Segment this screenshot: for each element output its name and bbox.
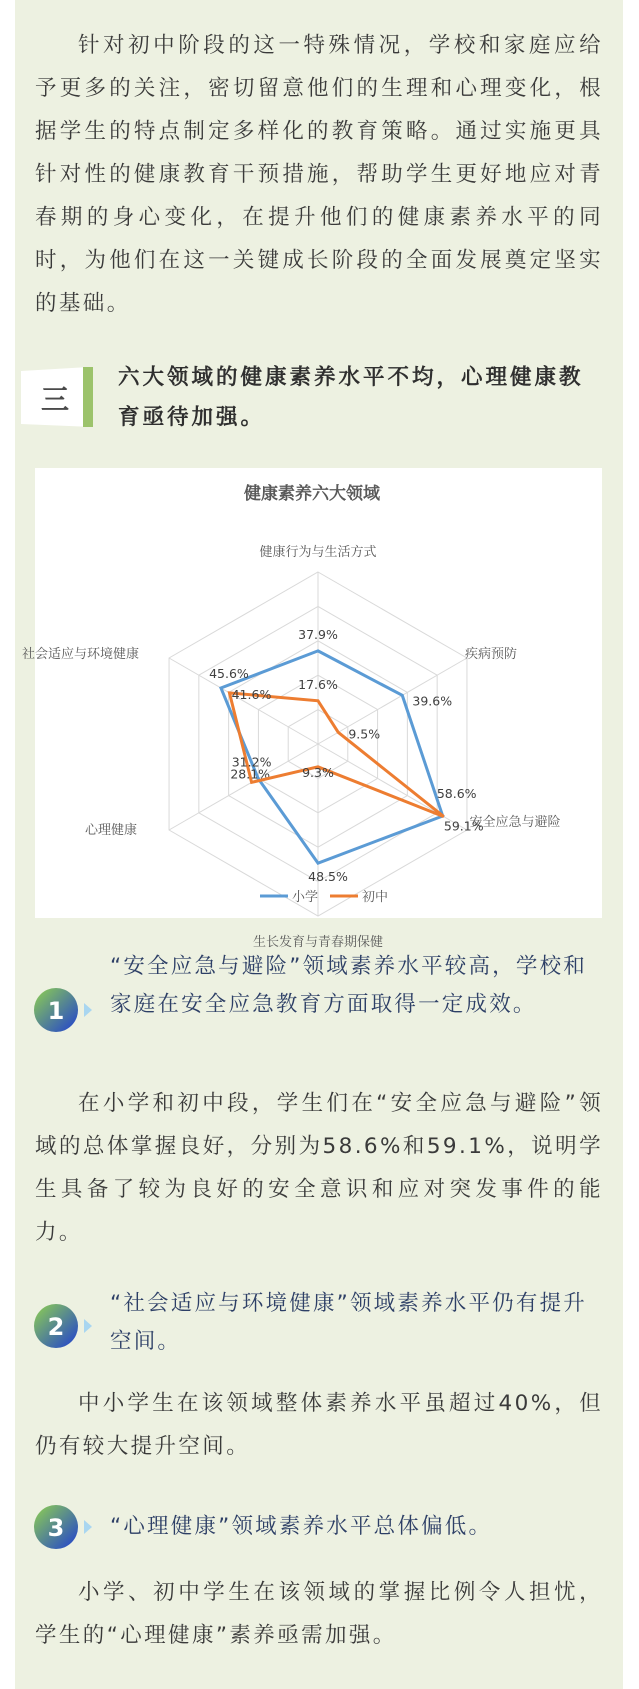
legend-label-2: 初中 [362,890,389,905]
point-3-badge [34,1504,92,1550]
point-2-title: “社会适应与环境健康”领域素养水平仍有提升空间。 [110,1291,587,1354]
section-number-badge [21,367,93,427]
axis-label: 生长发育与青春期保健 [252,935,384,950]
axis-label: 健康行为与生活方式 [259,545,377,560]
radar-chart [22,468,602,950]
radar-series [209,627,484,884]
radar-chart-svg [22,468,602,950]
data-label: 41.6% [231,686,272,702]
chart-legend [260,889,388,905]
data-label: 28.1% [230,766,271,782]
point-1-number: 1 [47,997,65,1025]
data-label: 17.6% [298,676,338,692]
section-number: 三 [40,383,70,416]
point-2-badge [34,1303,92,1349]
data-label: 9.3% [302,764,334,780]
axis-label: 安全应急与避险 [469,815,561,830]
section-title: 六大领域的健康素养水平不均，心理健康教育亟待加强。 [118,365,584,430]
data-label: 48.5% [308,869,348,885]
data-label: 39.6% [412,693,453,709]
point-1-body: 在小学和初中段，学生们在“安全应急与避险”领域的总体掌握良好，分别为58.6%和59.1%，说明学生具备了较为良好的安全意识和应对突发事件的能力。 [35,1091,603,1245]
point-3-number: 3 [47,1514,65,1542]
legend-label-1: 小学 [292,890,319,905]
data-label: 9.5% [348,726,381,742]
intro-paragraph: 针对初中阶段的这一特殊情况，学校和家庭应给予更多的关注，密切留意他们的生理和心理变化，根据学生的特点制定多样化的教育策略。通过实施更具针对性的健康教育干预措施，帮助学生更好地应对青春期的身心变化，在提升他们的健康素养水平的同时，为他们在这一关键成长阶段的全面发展奠定坚实的基础。 [35,33,603,316]
data-label: 31.2% [231,754,272,770]
point-1-badge [34,987,92,1033]
data-label: 59.1% [443,818,484,834]
axis-label: 疾病预防 [464,647,517,662]
axis-label: 心理健康 [85,823,138,838]
axis-label: 社会适应与环境健康 [22,647,140,662]
data-label: 58.6% [436,785,477,801]
data-label: 37.9% [298,626,338,642]
point-1-title: “安全应急与避险”领域素养水平较高，学校和家庭在安全应急教育方面取得一定成效。 [110,954,587,1017]
point-2-number: 2 [47,1313,65,1341]
point-2-body: 中小学生在该领域整体素养水平虽超过40%，但仍有较大提升空间。 [35,1391,603,1459]
point-3-body: 小学、初中学生在该领域的掌握比例令人担忧，学生的“心理健康”素养亟需加强。 [35,1580,603,1648]
data-label: 45.6% [209,665,249,681]
point-3-title: “心理健康”领域素养水平总体偏低。 [110,1514,493,1539]
chart-title: 健康素养六大领域 [244,484,380,504]
